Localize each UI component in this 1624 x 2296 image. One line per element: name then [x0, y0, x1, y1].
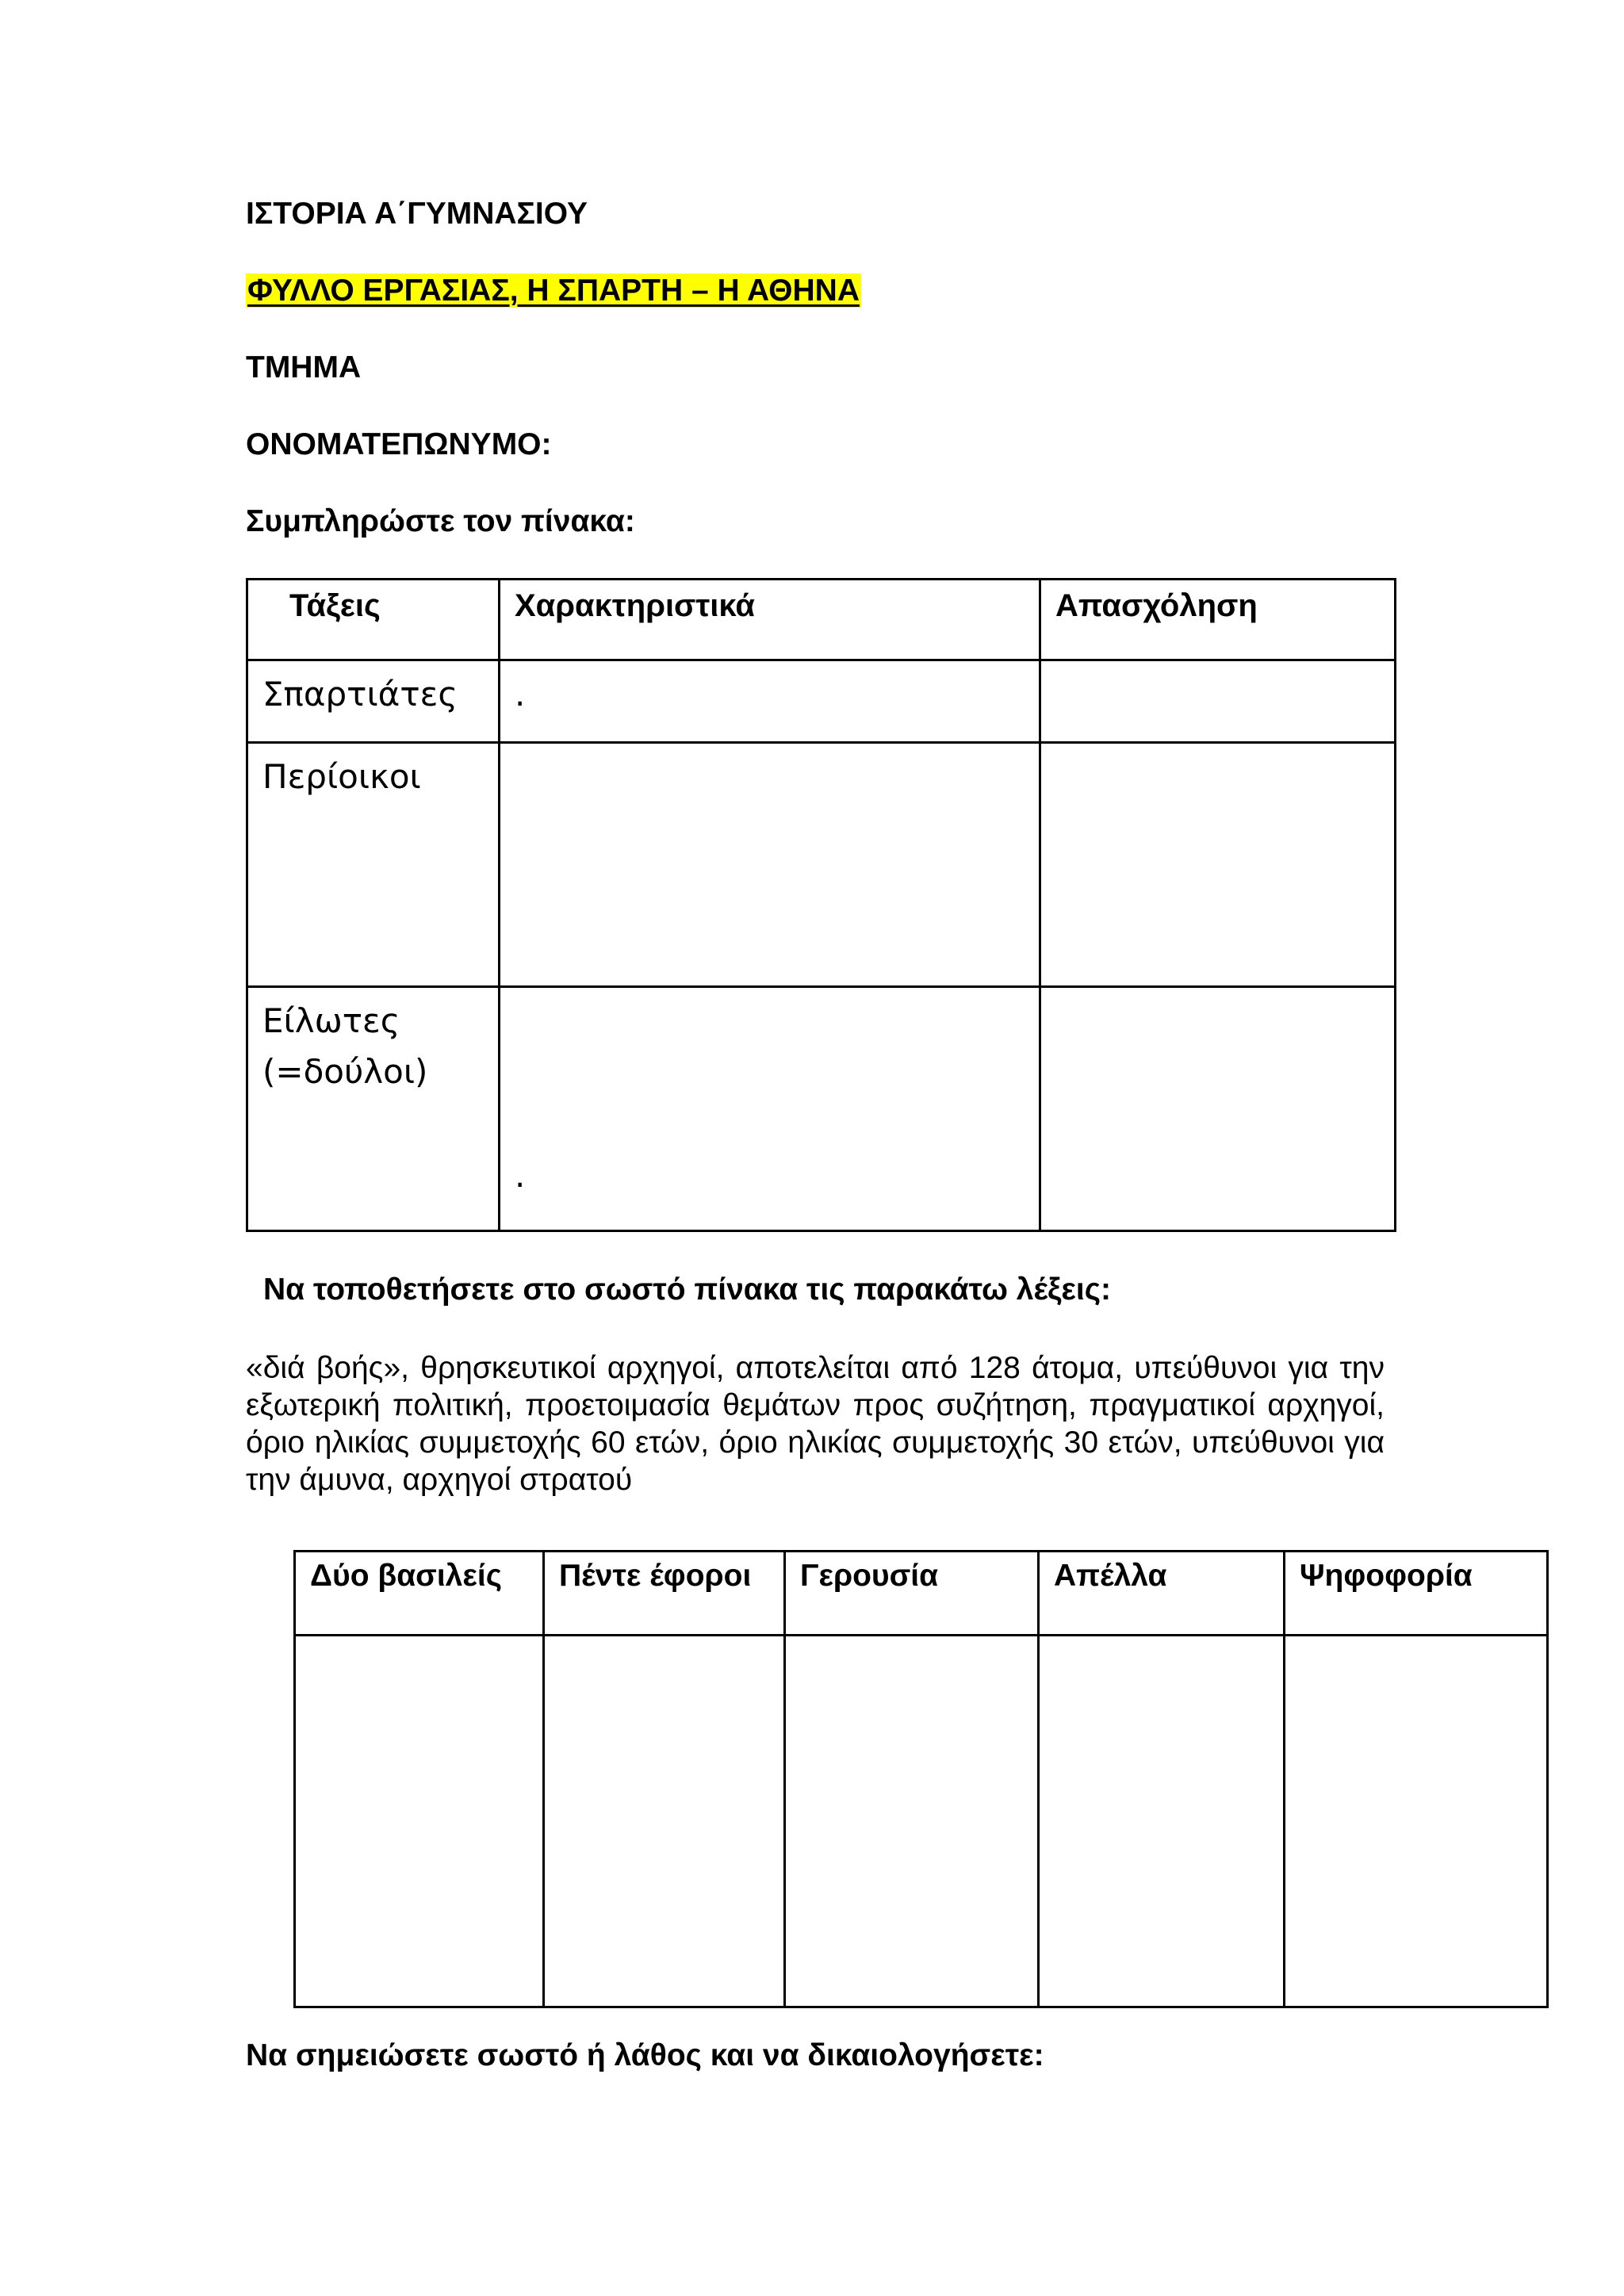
- class-cell: [247, 987, 500, 1231]
- name-label: ΟΝΟΜΑΤΕΠΩΝΥΜΟ:: [246, 427, 552, 461]
- page-title: ΙΣΤΟΡΙΑ Α΄ΓΥΜΝΑΣΙΟΥ: [246, 197, 588, 231]
- header-cell-occupation: Απασχόληση: [1040, 580, 1396, 660]
- header-cell-classes: Τάξεις: [247, 580, 500, 660]
- class-cell: Περίοικοι: [247, 743, 500, 987]
- class-cell: Σπαρτιάτες: [247, 660, 500, 743]
- table-header-row: [247, 580, 1396, 660]
- worksheet-title-highlight: ΦΥΛΛΟ ΕΡΓΑΣΙΑΣ, Η ΣΠΑΡΤΗ – Η ΑΘΗΝΑ: [247, 274, 860, 308]
- header-cell-voting: Ψηφοφορία: [1285, 1552, 1548, 1636]
- true-false-instruction: Να σημειώσετε σωστό ή λάθος και να δικαιολογήσετε:: [246, 2038, 1044, 2072]
- worksheet-title: [246, 272, 861, 310]
- header-cell-characteristics: Χαρακτηριστικά: [500, 580, 1040, 660]
- characteristics-cell[interactable]: [500, 743, 1040, 987]
- characteristics-cell[interactable]: [500, 987, 1040, 1231]
- words-instruction: Να τοποθετήσετε στο σωστό πίνακα τις παρακάτω λέξεις:: [263, 1272, 1112, 1307]
- occupation-cell[interactable]: [1040, 660, 1396, 743]
- class-name: Είλωτες: [262, 1001, 400, 1040]
- occupation-cell[interactable]: [1040, 743, 1396, 987]
- table-row-eilotes: [247, 987, 1396, 1231]
- class-note: (=δούλοι): [262, 1052, 428, 1091]
- answer-cell-gerousia[interactable]: [785, 1636, 1039, 2007]
- words-list: «διά βοής», θρησκευτικοί αρχηγοί, αποτελείται από 128 άτομα, υπεύθυνοι για την εξωτερική πολιτική, προετοιμασία θεμάτων προς συζήτηση, πραγματικοί αρχηγοί, όριο ηλικίας συμμετοχής 60 ετών, όριο ηλικίας συμμετοχής 30 ετών, υπεύθυνοι για την άμυνα, αρχηγοί στρατού: [246, 1351, 1385, 1497]
- header-cell-apella: Απέλλα: [1039, 1552, 1285, 1636]
- table-row-perioikoi: [247, 743, 1396, 987]
- cell-dot: .: [515, 1156, 526, 1195]
- table-row-spartiates: [247, 660, 1396, 743]
- header-cell-five-ephors: Πέντε έφοροι: [544, 1552, 785, 1636]
- header-cell-gerousia: Γερουσία: [785, 1552, 1039, 1636]
- answer-cell-two-kings[interactable]: [295, 1636, 544, 2007]
- answer-cell-voting[interactable]: [1285, 1636, 1548, 2007]
- class-label: ΤΜΗΜΑ: [246, 350, 362, 385]
- table-instruction: Συμπληρώστε τον πίνακα:: [246, 504, 635, 538]
- table-header-row: [295, 1552, 1548, 1636]
- answer-cell-five-ephors[interactable]: [544, 1636, 785, 2007]
- institutions-table: [293, 1550, 1549, 2008]
- social-classes-table: [246, 578, 1396, 1232]
- occupation-cell[interactable]: [1040, 987, 1396, 1231]
- table-row: [295, 1636, 1548, 2007]
- characteristics-cell[interactable]: .: [500, 660, 1040, 743]
- header-cell-two-kings: Δύο βασιλείς: [295, 1552, 544, 1636]
- answer-cell-apella[interactable]: [1039, 1636, 1285, 2007]
